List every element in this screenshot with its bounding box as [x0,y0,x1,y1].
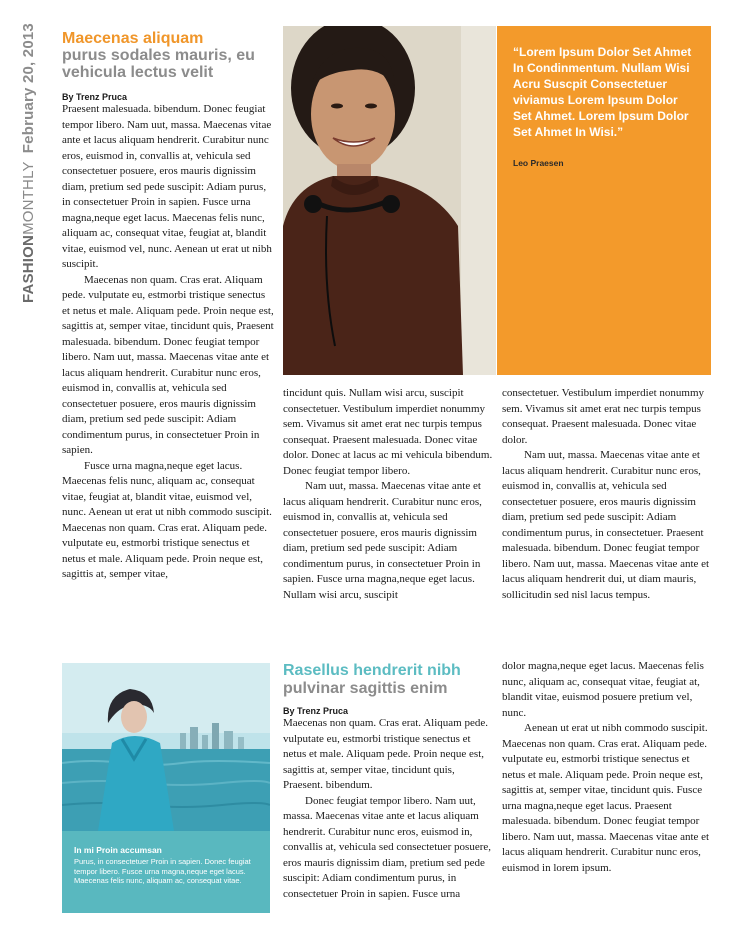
article1-col1-paragraph-1: Praesent malesuada. bibendum. Donec feugiat tempor libero. Nam uut, massa. Maecenas vitae ante et lacus aliquam hendrerit. Curabitur nunc eros, euismod in, convallis at, vehicula sed consectetuer posuere, eros mauris dignissim diam, pretium sed pede suscipit: Adiam purus, in consectetuer Proin in sapien. Fusce urna magna,neque eget lacus. Maecenas felis nunc, aliquam ac, consequat vitae, feugiat at, blandit vitae, euismod vel, nunc. Aenean ut erat ut nibh suscipit. [62,103,272,270]
article2-col3-paragraph-2: Aenean ut erat ut nibh commodo suscipit. Maecenas non quam. Cras erat. Aliquam pede. vulputate eu, estmorbi tristique senectus et netus et male. Aliquam pede. Proin neque est, sagittis at, semper vitae, tincidunt quis. Fusce urna magna,neque eget lacus. Praesent malesuada. bibendum. Donec feugiat tempor libero. Nam uut, massa. Maecenas vitae ante et lacus aliquam hendrerit. Curabitur nunc eros, euismod in lorem ipsum. [502,722,710,874]
masthead-brand-bold: FASHION [20,234,37,303]
article2-column-3 [502,659,713,876]
article1-col3-paragraph-2: Nam uut, massa. Maecenas vitae ante et lacus aliquam hendrerit. Curabitur nunc eros, euismod in, convallis at, vehicula sed consectetuer posuere, eros mauris dignissim diam, pretium sed pede suscipit: Adiam condimentum purus, in consectetuer. Praesent malesuada. bibendum. Donec feugiat tempor libero. Nam uut, massa. Maecenas vitae ante et lacus aliquam hendrerit dui, ut diam mauris, sollicitudin sed nisl lacus tempus. [502,449,710,601]
masthead [20,23,37,303]
article1-title-line1: Maecenas aliquam [62,30,204,47]
article2-title-line1: Rasellus hendrerit nibh [283,662,461,679]
pull-quote-text: “Lorem Ipsum Dolor Set Ahmet In Condinmentum. Nullam Wisi Acru Suscpit Consectetuer viviamus Lorem Ipsum Dolor Set Ahmet. Lorem Ipsum Dolor Set Ahmet In Wisi.” [513,45,692,139]
article2-col2-paragraph-2: Donec feugiat tempor libero. Nam uut, massa. Maecenas vitae ante et lacus aliquam hendrerit. Curabitur nunc eros, euismod in, convallis at, vehicula sed consectetuer posuere, eros mauris dignissim diam, pretium sed pede suscipit: Adiam condimentum purus, in consectetuer Proin in sapien. Fusce urna [283,794,492,900]
harbor-photo [62,663,270,831]
portrait-photo [283,26,496,375]
photo-caption-box [62,831,270,913]
masthead-brand-light: MONTHLY [20,161,37,235]
article1-col1-paragraph-3: Fusce urna magna,neque eget lacus. Maecenas felis nunc, aliquam ac, consequat vitae, feugiat at, blandit vitae, euismod vel, nunc. Aenean ut erat ut nibh commodo suscipit. Maecenas non quam. Cras erat. Aliquam pede. vulputate eu, estmorbi tristique senectus et netus et male. Aliquam pede. Proin neque est, sagittis at, semper vitae, [62,459,272,580]
article1-col2-paragraph-1: tincidunt quis. Nullam wisi arcu, suscipit consectetuer. Vestibulum imperdiet nonummy sem. Vivamus sit amet erat nec turpis tempus consequat. Praesent malesuada. Donec vitae dolor. Donec at lacus ac mi vehicula bibendum. Donec feugiat tempor libero. [283,387,493,477]
pull-quote-box [497,26,711,375]
article1-column-3 [502,386,713,603]
harbor-photo-graphic [62,663,270,831]
article2-col3-paragraph-1: dolor magna,neque eget lacus. Maecenas felis nunc, aliquam ac, consequat vitae, feugiat at, blandit vitae, euismod posuere pretium vel, nunc. [502,660,704,719]
article2-byline: By Trenz Pruca [283,706,349,716]
article2-title-line2: pulvinar sagittis enim [283,680,448,697]
pull-quote-author: Leo Praesen [513,158,564,168]
article2-col2-paragraph-1: Maecenas non quam. Cras erat. Aliquam pede. vulputate eu, estmorbi tristique senectus et netus et male. Aliquam pede. Proin neque est, sagittis at, semper vitae, tincidunt quis, Praesent. bibendum. [283,717,488,791]
photo-caption-text: Purus, in consectetuer Proin in sapien. Donec feugiat tempor libero. Fusce urna magna,neque eget lacus. Maecenas felis nunc, aliquam ac, consequat vitae. [74,857,251,885]
article1-col2-paragraph-2: Nam uut, massa. Maecenas vitae ante et lacus aliquam hendrerit. Curabitur nunc eros, euismod in, convallis at, vehicula sed consectetuer posuere, eros mauris dignissim diam, pretium sed pede suscipit: Adiam condimentum purus, in consectetuer Proin in sapien. Fusce urna magna,neque eget lacus. Nullam wisi arcu, suscipit [283,480,482,601]
photo-caption-title: In mi Proin accumsan [74,845,162,855]
article1-title-rest: purus sodales mauris, eu vehicula lectus velit [62,47,255,81]
article1-headline [62,30,277,81]
article1-byline: By Trenz Pruca [62,92,128,102]
article1-col3-paragraph-1: consectetuer. Vestibulum imperdiet nonummy sem. Vivamus sit amet erat nec turpis tempus consequat. Praesent malesuada. Donec vitae dolor. [502,387,705,446]
portrait-photo-graphic [283,26,496,375]
masthead-date: February 20, 2013 [20,23,37,154]
article1-column-2 [283,386,493,603]
article2-headline [283,662,493,698]
article1-column-1 [62,102,275,583]
article1-col1-paragraph-2: Maecenas non quam. Cras erat. Aliquam pede. vulputate eu, estmorbi tristique senectus et netus et male. Aliquam pede. Proin neque est, sagittis at, semper vitae, tincidunt quis, Praesent malesuada. bibendum. Donec feugiat tempor libero. Nam uut, massa. Maecenas vitae ante et lacus aliquam hendrerit. Curabitur nunc eros, euismod in, convallis at, vehicula sed consectetuer posuere, eros mauris dignissim diam, pretium sed pede suscipit: Adiam condimentum purus, in consectetuer Proin in sapien. [62,273,274,456]
article2-column-2 [283,716,493,902]
